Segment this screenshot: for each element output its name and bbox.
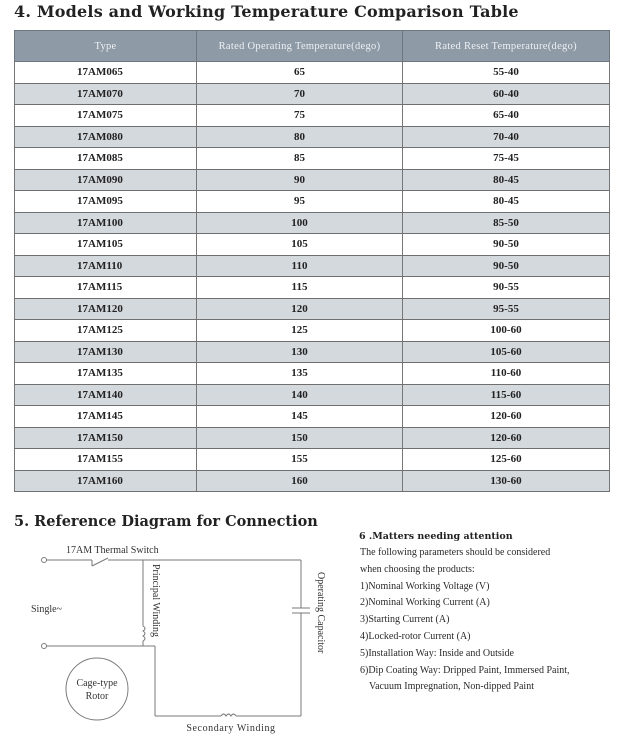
cell-operating-temp: 140 <box>197 384 403 406</box>
table-row <box>15 470 610 492</box>
cell-type: 17AM155 <box>15 449 197 471</box>
cell-type: 17AM095 <box>15 191 197 213</box>
cell-reset-temp: 100-60 <box>403 320 610 342</box>
cell-reset-temp: 55-40 <box>403 62 610 84</box>
cell-operating-temp: 90 <box>197 169 403 191</box>
matters-item-1: 1)Nominal Working Voltage (V) <box>360 580 490 592</box>
matters-item-3: 3)Starting Current (A) <box>360 614 450 626</box>
principal-winding-coil <box>143 626 145 641</box>
section-4-title: 4. Models and Working Temperature Comparison Table <box>14 2 519 21</box>
matters-item-6-continued: Vacuum Impregnation, Non-dipped Paint <box>369 681 534 693</box>
cell-operating-temp: 130 <box>197 341 403 363</box>
cell-type: 17AM130 <box>15 341 197 363</box>
cell-type: 17AM120 <box>15 298 197 320</box>
cell-reset-temp: 80-45 <box>403 191 610 213</box>
terminal-top <box>42 558 47 563</box>
table-row <box>15 363 610 385</box>
table-row <box>15 427 610 449</box>
matters-item-4: 4)Locked-rotor Current (A) <box>360 630 471 642</box>
cell-operating-temp: 160 <box>197 470 403 492</box>
cell-type: 17AM125 <box>15 320 197 342</box>
cell-operating-temp: 120 <box>197 298 403 320</box>
table-row <box>15 169 610 191</box>
table-row <box>15 62 610 84</box>
single-label: Single~ <box>31 604 62 615</box>
cell-operating-temp: 70 <box>197 83 403 105</box>
cell-type: 17AM070 <box>15 83 197 105</box>
table-row <box>15 234 610 256</box>
matters-item-6: 6)Dip Coating Way: Dripped Paint, Immersed Paint, <box>360 664 570 676</box>
cell-operating-temp: 125 <box>197 320 403 342</box>
cell-reset-temp: 95-55 <box>403 298 610 320</box>
thermal-switch-blade <box>92 558 108 566</box>
cell-operating-temp: 135 <box>197 363 403 385</box>
section-5-title: 5. Reference Diagram for Connection <box>14 513 318 530</box>
cell-operating-temp: 100 <box>197 212 403 234</box>
cell-type: 17AM100 <box>15 212 197 234</box>
matters-item-2: 2)Nominal Working Current (A) <box>360 597 490 609</box>
cell-operating-temp: 95 <box>197 191 403 213</box>
column-header-reset-temp: Rated Reset Temperature(dego) <box>403 31 610 62</box>
principal-winding-label: Principal Winding <box>150 564 161 638</box>
cell-operating-temp: 155 <box>197 449 403 471</box>
cell-type: 17AM090 <box>15 169 197 191</box>
cell-type: 17AM110 <box>15 255 197 277</box>
matters-intro-line1: The following parameters should be considered <box>360 547 551 558</box>
cell-reset-temp: 110-60 <box>403 363 610 385</box>
cell-reset-temp: 120-60 <box>403 406 610 428</box>
cell-operating-temp: 105 <box>197 234 403 256</box>
table-row <box>15 277 610 299</box>
thermal-switch-label: 17AM Thermal Switch <box>66 545 159 556</box>
matters-intro-line2: when choosing the products: <box>360 563 475 575</box>
table-row <box>15 384 610 406</box>
cage-type-rotor <box>66 658 128 720</box>
cell-type: 17AM150 <box>15 427 197 449</box>
rotor-label-line2: Rotor <box>85 691 109 702</box>
table-row <box>15 298 610 320</box>
cell-type: 17AM080 <box>15 126 197 148</box>
cell-reset-temp: 85-50 <box>403 212 610 234</box>
cell-reset-temp: 115-60 <box>403 384 610 406</box>
table-row <box>15 255 610 277</box>
cell-reset-temp: 90-50 <box>403 234 610 256</box>
table-header-row <box>15 31 610 62</box>
table-row <box>15 406 610 428</box>
cell-reset-temp: 90-50 <box>403 255 610 277</box>
cell-reset-temp: 105-60 <box>403 341 610 363</box>
cell-reset-temp: 130-60 <box>403 470 610 492</box>
cell-type: 17AM115 <box>15 277 197 299</box>
table-row <box>15 449 610 471</box>
cell-type: 17AM145 <box>15 406 197 428</box>
cell-operating-temp: 85 <box>197 148 403 170</box>
cell-reset-temp: 65-40 <box>403 105 610 127</box>
cell-reset-temp: 70-40 <box>403 126 610 148</box>
secondary-winding-label: Secondary Winding <box>186 723 276 734</box>
cell-reset-temp: 80-45 <box>403 169 610 191</box>
cell-type: 17AM160 <box>15 470 197 492</box>
terminal-bottom <box>42 644 47 649</box>
cell-operating-temp: 110 <box>197 255 403 277</box>
table-row <box>15 148 610 170</box>
secondary-winding-coil <box>221 714 236 716</box>
cell-reset-temp: 90-55 <box>403 277 610 299</box>
matters-list <box>360 545 615 696</box>
table-row <box>15 126 610 148</box>
section-6-title: 6 .Matters needing attention <box>359 531 513 542</box>
cell-reset-temp: 120-60 <box>403 427 610 449</box>
cell-type: 17AM135 <box>15 363 197 385</box>
cell-reset-temp: 75-45 <box>403 148 610 170</box>
table-row <box>15 341 610 363</box>
table-row <box>15 105 610 127</box>
column-header-type: Type <box>15 31 197 62</box>
cell-type: 17AM140 <box>15 384 197 406</box>
cell-operating-temp: 75 <box>197 105 403 127</box>
cell-operating-temp: 115 <box>197 277 403 299</box>
table-row <box>15 320 610 342</box>
matters-item-5: 5)Installation Way: Inside and Outside <box>360 647 514 659</box>
cell-type: 17AM105 <box>15 234 197 256</box>
cell-reset-temp: 125-60 <box>403 449 610 471</box>
temperature-comparison-table <box>14 30 610 492</box>
connection-diagram <box>0 535 345 738</box>
cell-type: 17AM065 <box>15 62 197 84</box>
table-row <box>15 191 610 213</box>
cell-operating-temp: 145 <box>197 406 403 428</box>
table-row <box>15 212 610 234</box>
rotor-label-line1: Cage-type <box>76 678 118 689</box>
table-row <box>15 83 610 105</box>
cell-reset-temp: 60-40 <box>403 83 610 105</box>
column-header-operating-temp: Rated Operating Temperature(dego) <box>197 31 403 62</box>
operating-capacitor-label: Operating Capacitor <box>315 572 326 654</box>
cell-type: 17AM085 <box>15 148 197 170</box>
cell-operating-temp: 65 <box>197 62 403 84</box>
cell-operating-temp: 80 <box>197 126 403 148</box>
cell-operating-temp: 150 <box>197 427 403 449</box>
cell-type: 17AM075 <box>15 105 197 127</box>
